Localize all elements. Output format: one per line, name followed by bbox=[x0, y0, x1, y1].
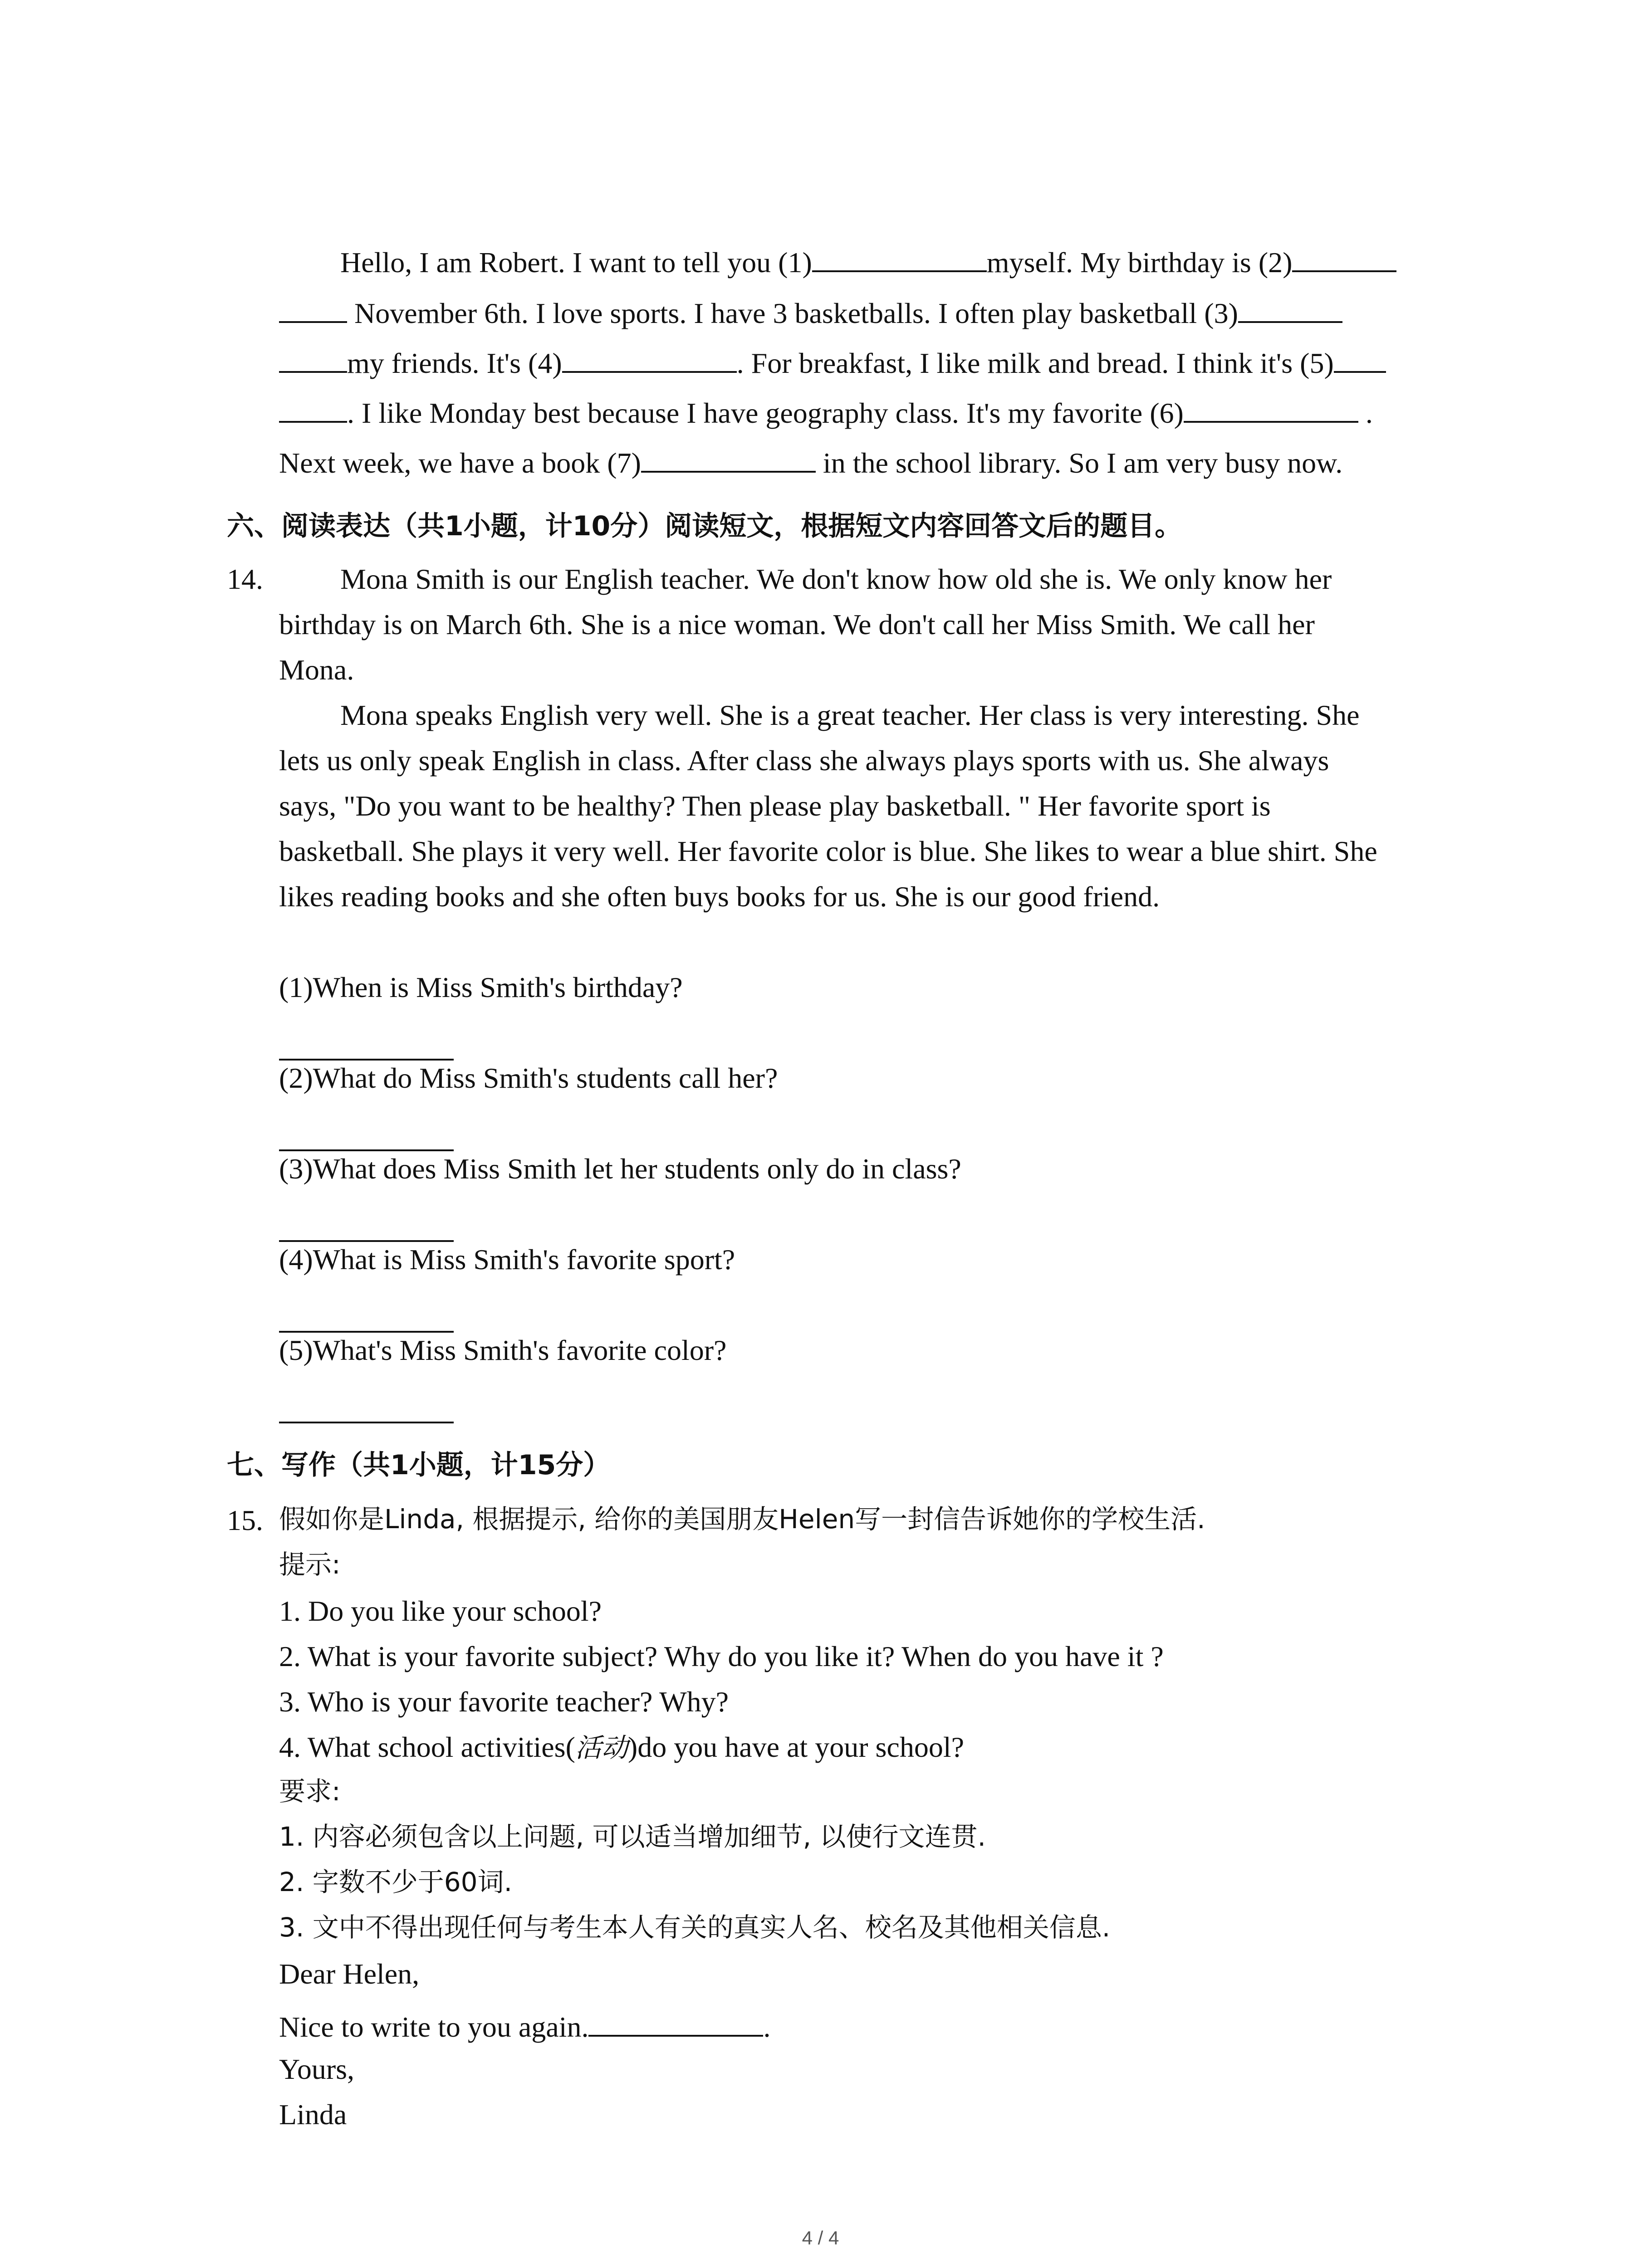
letter-closing: Yours, bbox=[279, 2053, 355, 2085]
answer-line-5 bbox=[279, 1422, 454, 1423]
letter-body-blank bbox=[588, 2009, 763, 2037]
answer-line-3 bbox=[279, 1240, 454, 1242]
cloze-line-2 bbox=[279, 296, 1342, 328]
blank-5-cont bbox=[279, 396, 347, 423]
section-7-heading: 七、写作（共1小题，计15分） bbox=[227, 1449, 611, 1481]
question-2: (2)What do Miss Smith's students call her? bbox=[279, 1062, 778, 1094]
cloze-text: in the school library. So I am very busy now. bbox=[815, 447, 1343, 479]
question-1: (1)When is Miss Smith's birthday? bbox=[279, 971, 683, 1003]
letter-signature: Linda bbox=[279, 2098, 347, 2131]
requirements-label: 要求: bbox=[279, 1776, 341, 1807]
passage-line: says, "Do you want to be healthy? Then please play basketball. " Her favorite sport is bbox=[279, 790, 1271, 822]
letter-opening-end: . bbox=[763, 2011, 771, 2043]
question-3: (3)What does Miss Smith let her students only do in class? bbox=[279, 1153, 961, 1185]
blank-1 bbox=[812, 245, 987, 272]
blank-7 bbox=[641, 445, 816, 473]
passage-line: Mona speaks English very well. She is a great teacher. Her class is very interesting. She bbox=[340, 699, 1360, 731]
question-number-14: 14. bbox=[227, 563, 263, 595]
letter-opening bbox=[279, 2009, 770, 2042]
passage-line: basketball. She plays it very well. Her favorite color is blue. She likes to wear a blue shirt. She bbox=[279, 835, 1377, 867]
cloze-text: my friends. It's (4) bbox=[347, 347, 562, 379]
tip-1: 1. Do you like your school? bbox=[279, 1595, 602, 1627]
blank-5 bbox=[1334, 346, 1386, 373]
requirement-3: 3. 文中不得出现任何与考生本人有关的真实人名、校名及其他相关信息. bbox=[279, 1912, 1111, 1943]
cloze-line-5 bbox=[279, 445, 1342, 478]
answer-line-4 bbox=[279, 1331, 454, 1333]
page-number: 4 / 4 bbox=[802, 2227, 839, 2248]
passage-line: lets us only speak English in class. After class she always plays sports with us. She always bbox=[279, 744, 1329, 777]
writing-prompt: 假如你是Linda, 根据提示, 给你的美国朋友Helen写一封信告诉她你的学校生活. bbox=[279, 1504, 1205, 1535]
cloze-text: . bbox=[1358, 397, 1373, 429]
answer-line-2 bbox=[279, 1149, 454, 1151]
blank-2 bbox=[1292, 245, 1396, 272]
tip-4-chinese: 活动 bbox=[575, 1732, 628, 1763]
tip-2: 2. What is your favorite subject? Why do you like it? When do you have it ? bbox=[279, 1640, 1164, 1672]
question-number-15: 15. bbox=[227, 1504, 263, 1536]
cloze-text: Next week, we have a book (7) bbox=[279, 447, 641, 479]
letter-opening-text: Nice to write to you again. bbox=[279, 2011, 589, 2043]
passage-line: likes reading books and she often buys books for us. She is our good friend. bbox=[279, 880, 1160, 913]
section-6-heading: 六、阅读表达（共1小题，计10分）阅读短文，根据短文内容回答文后的题目。 bbox=[227, 510, 1182, 542]
tip-4-text: )do you have at your school? bbox=[627, 1731, 965, 1763]
passage-line: Mona Smith is our English teacher. We don't know how old she is. We only know her bbox=[340, 563, 1332, 595]
tips-label: 提示: bbox=[279, 1549, 341, 1580]
blank-6 bbox=[1184, 396, 1358, 423]
requirement-2: 2. 字数不少于60词. bbox=[279, 1867, 513, 1897]
cloze-text: . For breakfast, I like milk and bread. I think it's (5) bbox=[736, 347, 1334, 379]
requirement-1: 1. 内容必须包含以上问题, 可以适当增加细节, 以使行文连贯. bbox=[279, 1821, 986, 1852]
passage-line: birthday is on March 6th. She is a nice woman. We don't call her Miss Smith. We call her bbox=[279, 608, 1315, 640]
cloze-text: myself. My birthday is (2) bbox=[986, 246, 1293, 279]
blank-2-cont bbox=[279, 296, 347, 323]
cloze-line-3 bbox=[279, 346, 1386, 378]
cloze-line-4 bbox=[279, 396, 1373, 428]
tip-4-text: 4. What school activities( bbox=[279, 1731, 575, 1763]
question-4: (4)What is Miss Smith's favorite sport? bbox=[279, 1243, 735, 1276]
cloze-text: Hello, I am Robert. I want to tell you (1) bbox=[340, 246, 812, 279]
tip-3: 3. Who is your favorite teacher? Why? bbox=[279, 1686, 729, 1718]
letter-greeting: Dear Helen, bbox=[279, 1958, 420, 1990]
passage-line: Mona. bbox=[279, 654, 354, 686]
tip-4 bbox=[279, 1733, 964, 1762]
cloze-text: November 6th. I love sports. I have 3 basketballs. I often play basketball (3) bbox=[347, 297, 1238, 329]
answer-line-1 bbox=[279, 1059, 454, 1061]
question-5: (5)What's Miss Smith's favorite color? bbox=[279, 1334, 727, 1366]
cloze-text: . I like Monday best because I have geography class. It's my favorite (6) bbox=[347, 397, 1184, 429]
cloze-line-1 bbox=[340, 245, 1396, 277]
blank-4 bbox=[562, 346, 737, 373]
blank-3 bbox=[1238, 296, 1342, 323]
blank-3-cont bbox=[279, 346, 347, 373]
